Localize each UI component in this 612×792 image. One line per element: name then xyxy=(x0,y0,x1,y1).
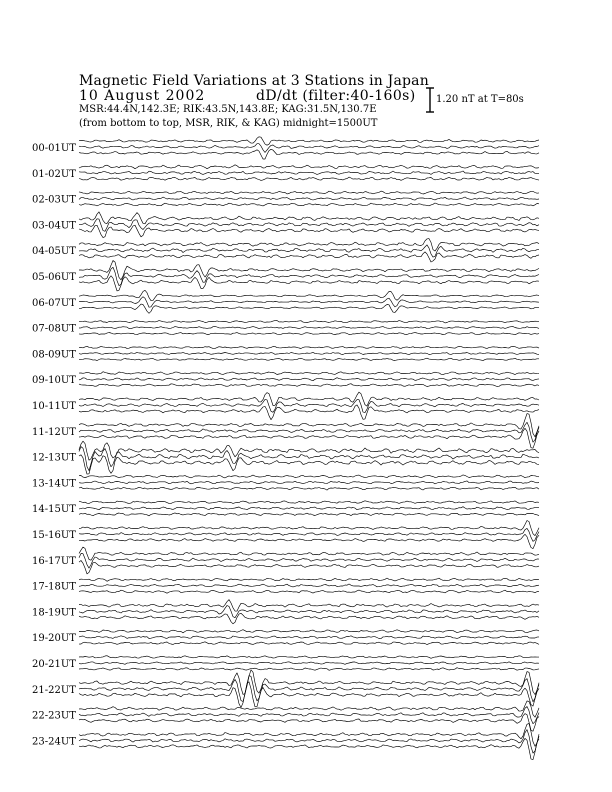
trace-23-24UT-KAG xyxy=(79,723,539,746)
trace-04-05UT-MSR xyxy=(79,252,539,262)
trace-07-08UT-RIK xyxy=(79,326,539,328)
trace-07-08UT-MSR xyxy=(79,333,539,335)
hour-label-01-02UT: 01-02UT xyxy=(32,168,76,180)
trace-19-20UT-RIK xyxy=(79,636,539,639)
traces xyxy=(79,137,539,760)
scale-bar-icon xyxy=(426,88,434,112)
hour-label-14-15UT: 14-15UT xyxy=(32,504,76,516)
hour-label-09-10UT: 09-10UT xyxy=(32,375,76,387)
hour-label-22-23UT: 22-23UT xyxy=(32,710,76,722)
trace-09-10UT-RIK xyxy=(79,378,539,381)
trace-14-15UT-RIK xyxy=(79,507,539,510)
trace-03-04UT-MSR xyxy=(79,225,539,237)
hour-label-23-24UT: 23-24UT xyxy=(32,736,76,748)
hour-label-19-20UT: 19-20UT xyxy=(32,633,76,645)
trace-02-03UT-MSR xyxy=(79,203,539,206)
trace-07-08UT-KAG xyxy=(79,321,539,323)
trace-20-21UT-MSR xyxy=(79,668,539,671)
trace-05-06UT-RIK xyxy=(79,267,539,285)
hour-label-21-22UT: 21-22UT xyxy=(32,684,76,696)
trace-17-18UT-MSR xyxy=(79,590,539,593)
trace-01-02UT-MSR xyxy=(79,177,539,180)
trace-08-09UT-RIK xyxy=(79,352,539,354)
hour-label-12-13UT: 12-13UT xyxy=(32,452,76,464)
trace-06-07UT-KAG xyxy=(79,290,539,300)
trace-16-17UT-MSR xyxy=(79,561,539,574)
hour-label-10-11UT: 10-11UT xyxy=(32,401,76,412)
trace-18-19UT-RIK xyxy=(79,606,539,618)
trace-00-01UT-MSR xyxy=(79,149,539,159)
trace-08-09UT-KAG xyxy=(79,346,539,348)
trace-22-23UT-MSR xyxy=(79,714,539,732)
trace-00-01UT-RIK xyxy=(79,144,539,153)
hour-label-18-19UT: 18-19UT xyxy=(32,607,76,619)
trace-20-21UT-KAG xyxy=(79,656,539,659)
trace-23-24UT-RIK xyxy=(79,730,539,754)
trace-02-03UT-RIK xyxy=(79,197,539,200)
trace-09-10UT-MSR xyxy=(79,384,539,387)
trace-01-02UT-KAG xyxy=(79,165,539,169)
hour-label-03-04UT: 03-04UT xyxy=(32,220,76,232)
hour-label-00-01UT: 00-01UT xyxy=(32,143,76,154)
hour-label-16-17UT: 16-17UT xyxy=(32,555,76,567)
trace-04-05UT-KAG xyxy=(79,239,539,251)
trace-05-06UT-MSR xyxy=(79,276,539,291)
hour-label-13-14UT: 13-14UT xyxy=(32,478,76,490)
trace-04-05UT-RIK xyxy=(79,245,539,257)
trace-11-12UT-KAG xyxy=(79,414,539,437)
trace-17-18UT-KAG xyxy=(79,578,539,581)
trace-12-13UT-MSR xyxy=(79,455,539,474)
trace-08-09UT-MSR xyxy=(79,358,539,360)
trace-05-06UT-KAG xyxy=(79,261,539,280)
trace-18-19UT-MSR xyxy=(79,613,539,624)
trace-16-17UT-KAG xyxy=(79,547,539,560)
trace-21-22UT-RIK xyxy=(79,676,539,702)
trace-10-11UT-MSR xyxy=(79,405,539,420)
hour-label-20-21UT: 20-21UT xyxy=(32,659,76,670)
trace-13-14UT-KAG xyxy=(79,475,539,478)
hour-label-04-05UT: 04-05UT xyxy=(32,246,76,258)
trace-18-19UT-KAG xyxy=(79,600,539,612)
trace-14-15UT-MSR xyxy=(79,513,539,516)
trace-06-07UT-RIK xyxy=(79,297,539,308)
hour-label-17-18UT: 17-18UT xyxy=(32,581,76,593)
trace-17-18UT-RIK xyxy=(79,584,539,587)
hour-label-08-09UT: 08-09UT xyxy=(32,349,76,361)
trace-01-02UT-RIK xyxy=(79,171,539,174)
scale-label: 1.20 nT at T=80s xyxy=(436,94,524,105)
trace-02-03UT-KAG xyxy=(79,191,539,194)
hour-label-02-03UT: 02-03UT xyxy=(32,194,76,206)
trace-14-15UT-KAG xyxy=(79,501,539,504)
hour-label-07-08UT: 07-08UT xyxy=(32,323,76,335)
trace-20-21UT-RIK xyxy=(79,662,539,665)
hour-label-15-16UT: 15-16UT xyxy=(32,530,76,541)
chart-title: Magnetic Field Variations at 3 Stations in Japan xyxy=(79,73,429,89)
hour-label-11-12UT: 11-12UT xyxy=(32,426,76,438)
hour-labels xyxy=(32,143,76,747)
trace-10-11UT-KAG xyxy=(79,392,539,406)
trace-03-04UT-KAG xyxy=(79,212,539,224)
chart-date: 10 August 2002 xyxy=(79,88,206,104)
trace-21-22UT-MSR xyxy=(79,682,539,708)
trace-15-16UT-MSR xyxy=(79,534,539,548)
hour-label-06-07UT: 06-07UT xyxy=(32,297,76,309)
trace-21-22UT-KAG xyxy=(79,670,539,695)
trace-09-10UT-KAG xyxy=(79,372,539,375)
station-order-note: (from bottom to top, MSR, RIK, & KAG) midnight=1500UT xyxy=(79,118,378,129)
trace-00-01UT-KAG xyxy=(79,137,539,145)
hour-label-05-06UT: 05-06UT xyxy=(32,272,76,283)
chart-filter: dD/dt (filter:40-160s) xyxy=(256,88,416,104)
trace-03-04UT-RIK xyxy=(79,219,539,232)
trace-19-20UT-KAG xyxy=(79,630,539,633)
station-coordinates: MSR:44.4N,142.3E; RIK:43.5N,143.8E; KAG:31.5N,130.7E xyxy=(79,104,377,115)
trace-13-14UT-RIK xyxy=(79,481,539,484)
trace-19-20UT-MSR xyxy=(79,642,539,645)
trace-23-24UT-MSR xyxy=(79,738,539,759)
trace-13-14UT-MSR xyxy=(79,487,539,490)
